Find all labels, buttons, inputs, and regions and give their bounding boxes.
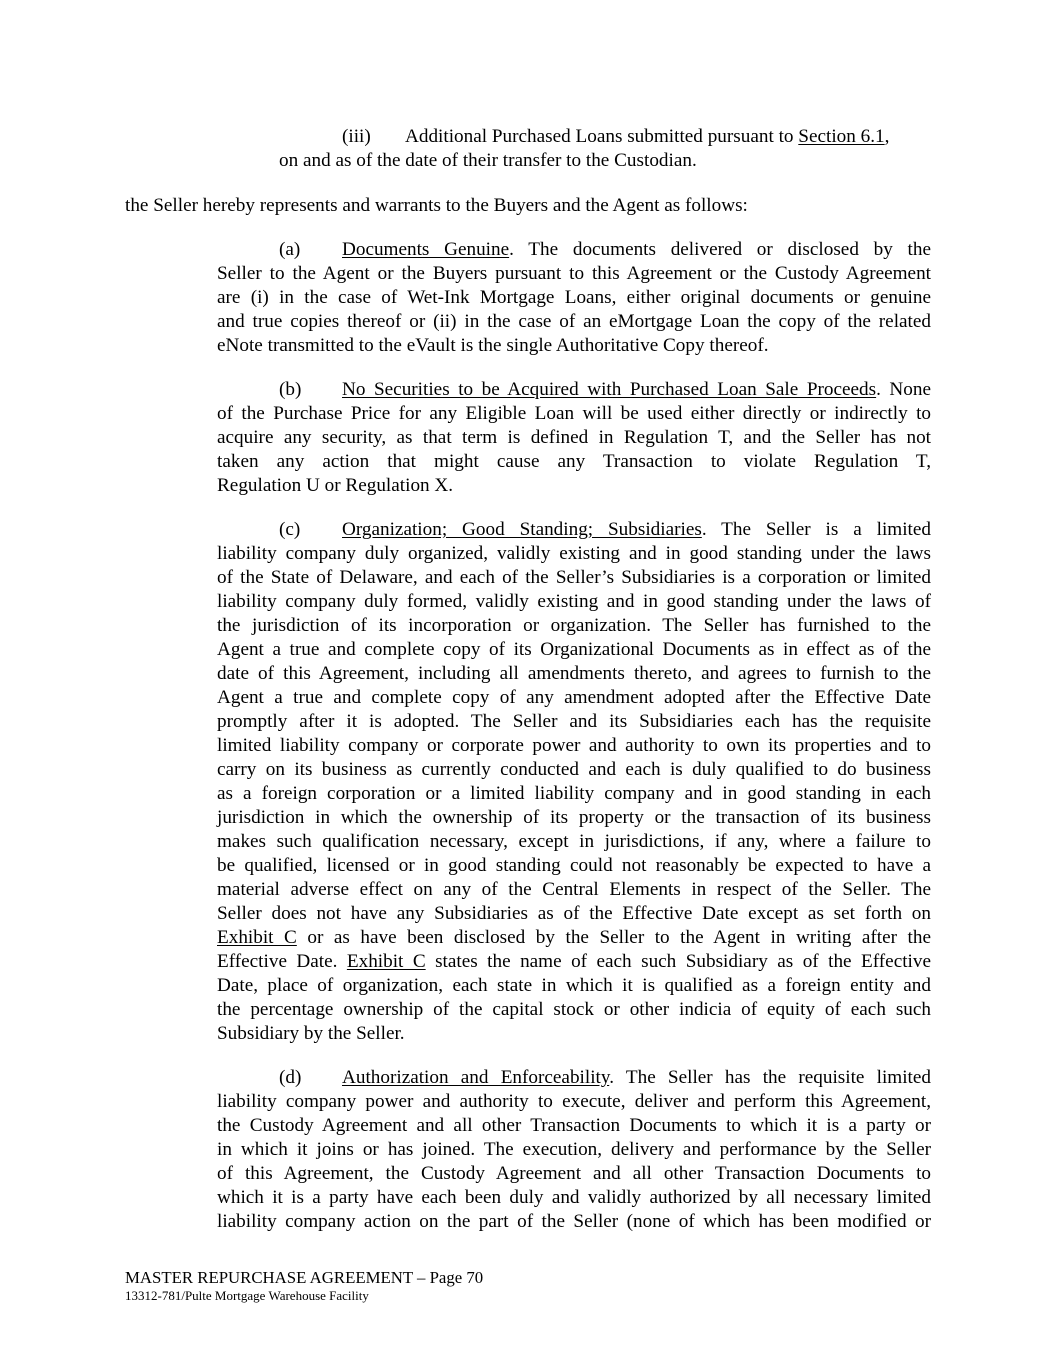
section-d-line-1-text: . The Seller has the requisite limited: [609, 1067, 932, 1088]
item-iii-line-1: [342, 125, 889, 149]
section-c-line: limited liability company or corporate power and authority to own its properties and to: [217, 735, 931, 756]
section-b-last-line: Regulation U or Regulation X.: [217, 475, 454, 496]
section-a-line: are (i) in the case of Wet-Ink Mortgage Loans, either original documents or genuine: [217, 287, 931, 308]
section-d-line: the Custody Agreement and all other Transaction Documents to which it is a party or: [217, 1115, 931, 1136]
section-c-line: of the State of Delaware, and each of the Seller’s Subsidiaries is a corporation or limited: [217, 567, 931, 588]
section-d-line: of this Agreement, the Custody Agreement and all other Transaction Documents to: [217, 1163, 931, 1184]
section-d-label: (d): [279, 1067, 302, 1088]
section-c-line: jurisdiction in which the ownership of its property or the transaction of its business: [217, 807, 931, 828]
item-iii-label: (iii): [342, 126, 371, 147]
item-iii-comma: ,: [884, 126, 890, 147]
lead-in-paragraph: the Seller hereby represents and warrants to the Buyers and the Agent as follows:: [125, 195, 748, 216]
section-c-line: the percentage ownership of the capital stock or other indicia of equity of each such: [217, 999, 931, 1020]
section-c-line-1: [279, 518, 931, 542]
section-b-heading: No Securities to be Acquired with Purchased Loan Sale Proceeds: [342, 379, 877, 400]
section-b-line: of the Purchase Price for any Eligible Loan will be used either directly or indirectly to: [217, 403, 931, 424]
exhibit-c-link[interactable]: Exhibit C: [346, 951, 426, 972]
section-c-exhibit-line-2: [217, 950, 931, 974]
footer-doc-reference: 13312-781/Pulte Mortgage Warehouse Facility: [125, 1288, 369, 1303]
section-b-line: acquire any security, as that term is defined in Regulation T, and the Seller has not: [217, 427, 931, 448]
section-c-line: Date, place of organization, each state in which it is qualified as a foreign entity and: [217, 975, 931, 996]
section-a-last-line: eNote transmitted to the eVault is the single Authoritative Copy thereof.: [217, 335, 769, 356]
section-b-line-1: [279, 378, 931, 402]
section-b-label: (b): [279, 379, 302, 400]
section-c-exhibit-line-1-text: or as have been disclosed by the Seller to the Agent in writing after the: [296, 927, 931, 948]
section-d-line: liability company action on the part of the Seller (none of which has been modified or: [217, 1211, 931, 1232]
section-c-line: as a foreign corporation or a limited liability company and in good standing in each: [217, 783, 931, 804]
section-c-exhibit-line-1: [217, 926, 931, 950]
item-iii-text: Additional Purchased Loans submitted pursuant to: [405, 126, 799, 147]
section-c-line: liability company duly formed, validly existing and in good standing under the laws of: [217, 591, 931, 612]
section-c-exhibit-line-2-lead: Effective Date.: [217, 951, 347, 972]
section-c-line: Seller does not have any Subsidiaries as of the Effective Date except as set forth on: [217, 903, 931, 924]
section-c-line: Agent a true and complete copy of its Organizational Documents as in effect as of the: [217, 639, 931, 660]
section-a-label: (a): [279, 239, 301, 260]
section-6-1-link[interactable]: Section 6.1: [798, 126, 885, 147]
section-d-line: liability company power and authority to execute, deliver and perform this Agreement,: [217, 1091, 931, 1112]
section-d-line-1: [279, 1066, 931, 1090]
section-c-label: (c): [279, 519, 301, 540]
section-a-line: and true copies thereof or (ii) in the case of an eMortgage Loan the copy of the related: [217, 311, 931, 332]
footer-title: MASTER REPURCHASE AGREEMENT – Page 70: [125, 1268, 484, 1287]
section-b-line-1-text: . None: [876, 379, 931, 400]
exhibit-c-link[interactable]: Exhibit C: [217, 927, 297, 948]
section-d-line: in which it joins or has joined. The execution, delivery and performance by the Seller: [217, 1139, 931, 1160]
section-c-line-1-text: . The Seller is a limited: [701, 519, 931, 540]
section-c-line: be qualified, licensed or in good standing could not reasonably be expected to have a: [217, 855, 931, 876]
section-c-line: date of this Agreement, including all amendments thereto, and agrees to furnish to the: [217, 663, 931, 684]
section-d-heading: Authorization and Enforceability: [342, 1067, 610, 1088]
section-c-line: material adverse effect on any of the Central Elements in respect of the Seller. The: [217, 879, 931, 900]
item-iii-line-2: on and as of the date of their transfer to the Custodian.: [279, 150, 697, 171]
section-a-heading: Documents Genuine: [342, 239, 510, 260]
section-a-line-1: [279, 238, 931, 262]
section-b-line: taken any action that might cause any Transaction to violate Regulation T,: [217, 451, 931, 472]
section-c-line: promptly after it is adopted. The Seller and its Subsidiaries each has the requisite: [217, 711, 931, 732]
section-c-exhibit-line-2-text: states the name of each such Subsidiary as of the Effective: [425, 951, 931, 972]
section-c-line: makes such qualification necessary, except in jurisdictions, if any, where a failure to: [217, 831, 931, 852]
section-c-line: carry on its business as currently conducted and each is duly qualified to do business: [217, 759, 931, 780]
section-a-line-1-text: . The documents delivered or disclosed by the: [509, 239, 931, 260]
section-c-last-line: Subsidiary by the Seller.: [217, 1023, 405, 1044]
section-c-line: Agent a true and complete copy of any amendment adopted after the Effective Date: [217, 687, 931, 708]
section-d-line: which it is a party have each been duly and validly authorized by all necessary limited: [217, 1187, 931, 1208]
section-c-line: liability company duly organized, validly existing and in good standing under the laws: [217, 543, 931, 564]
section-c-heading: Organization; Good Standing; Subsidiaries: [342, 519, 702, 540]
section-a-line: Seller to the Agent or the Buyers pursuant to this Agreement or the Custody Agreement: [217, 263, 931, 284]
section-c-line: the jurisdiction of its incorporation or organization. The Seller has furnished to the: [217, 615, 931, 636]
